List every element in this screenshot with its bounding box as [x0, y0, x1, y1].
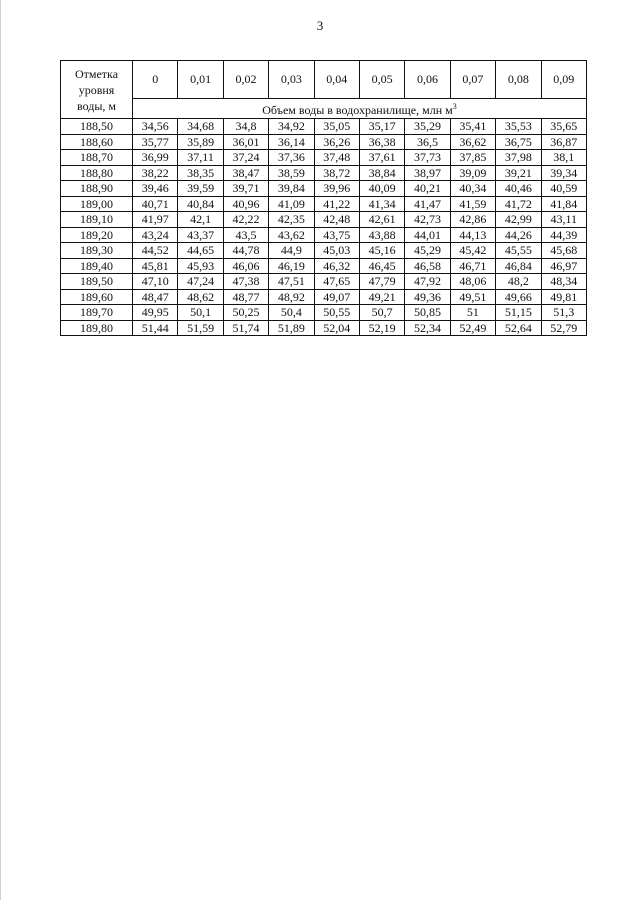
scan-edge [0, 0, 1, 900]
volume-cell: 38,1 [541, 150, 586, 166]
volume-cell: 34,68 [178, 119, 223, 135]
volume-cell: 50,7 [359, 305, 404, 321]
table-row [61, 181, 587, 197]
volume-cell: 37,85 [450, 150, 495, 166]
table-row [61, 227, 587, 243]
volume-cell: 40,96 [223, 196, 268, 212]
column-header: 0,06 [405, 61, 450, 99]
volume-cell: 38,59 [269, 165, 314, 181]
volume-cell: 37,36 [269, 150, 314, 166]
volume-cell: 48,2 [496, 274, 541, 290]
volume-cell: 44,52 [133, 243, 178, 259]
volume-cell: 48,47 [133, 289, 178, 305]
volume-cell: 45,42 [450, 243, 495, 259]
volume-cell: 52,79 [541, 320, 586, 336]
volume-cell: 46,97 [541, 258, 586, 274]
volume-cell: 36,75 [496, 134, 541, 150]
volume-cell: 37,98 [496, 150, 541, 166]
volume-cell: 50,55 [314, 305, 359, 321]
volume-cell: 42,48 [314, 212, 359, 228]
volume-cell: 50,1 [178, 305, 223, 321]
volume-cell: 47,38 [223, 274, 268, 290]
volume-cell: 49,36 [405, 289, 450, 305]
volume-cell: 47,65 [314, 274, 359, 290]
volume-cell: 45,29 [405, 243, 450, 259]
volume-cell: 48,62 [178, 289, 223, 305]
volume-cell: 37,48 [314, 150, 359, 166]
volume-cell: 40,84 [178, 196, 223, 212]
volume-cell: 51,3 [541, 305, 586, 321]
volume-cell: 43,24 [133, 227, 178, 243]
volume-cell: 35,53 [496, 119, 541, 135]
level-header-line: воды, м [77, 98, 116, 113]
volume-cell: 37,73 [405, 150, 450, 166]
column-header: 0,01 [178, 61, 223, 99]
level-cell: 189,40 [61, 258, 133, 274]
volume-cell: 38,97 [405, 165, 450, 181]
volume-cell: 42,35 [269, 212, 314, 228]
volume-cell: 46,45 [359, 258, 404, 274]
volume-cell: 40,59 [541, 181, 586, 197]
level-cell: 189,20 [61, 227, 133, 243]
level-cell: 189,00 [61, 196, 133, 212]
volume-cell: 43,11 [541, 212, 586, 228]
volume-cell: 43,5 [223, 227, 268, 243]
volume-cell: 42,99 [496, 212, 541, 228]
volume-cell: 49,66 [496, 289, 541, 305]
volume-cell: 41,97 [133, 212, 178, 228]
column-header: 0,07 [450, 61, 495, 99]
volume-cell: 51,74 [223, 320, 268, 336]
volume-cell: 46,06 [223, 258, 268, 274]
volume-cell: 39,59 [178, 181, 223, 197]
volume-cell: 35,17 [359, 119, 404, 135]
table-row [61, 305, 587, 321]
volume-cell: 50,25 [223, 305, 268, 321]
level-header-line: Отметка [74, 66, 119, 81]
column-header: 0,03 [269, 61, 314, 99]
volume-cell: 35,41 [450, 119, 495, 135]
volume-cell: 51 [450, 305, 495, 321]
volume-cell: 47,92 [405, 274, 450, 290]
volume-cell: 44,9 [269, 243, 314, 259]
volume-cell: 35,77 [133, 134, 178, 150]
volume-cell: 39,84 [269, 181, 314, 197]
level-cell: 189,30 [61, 243, 133, 259]
unit-superscript: 3 [452, 102, 457, 111]
volume-cell: 43,62 [269, 227, 314, 243]
volume-cell: 51,44 [133, 320, 178, 336]
volume-cell: 43,88 [359, 227, 404, 243]
page-number: 3 [316, 18, 324, 33]
volume-cell: 41,47 [405, 196, 450, 212]
column-header: 0,08 [496, 61, 541, 99]
table-body [61, 119, 587, 336]
volume-cell: 40,09 [359, 181, 404, 197]
table-row [61, 119, 587, 135]
reservoir-volume-table [60, 60, 587, 336]
level-column-header [61, 61, 133, 119]
volume-unit-header [133, 99, 587, 119]
volume-cell: 36,38 [359, 134, 404, 150]
volume-cell: 47,51 [269, 274, 314, 290]
volume-cell: 45,55 [496, 243, 541, 259]
volume-cell: 34,92 [269, 119, 314, 135]
volume-cell: 44,26 [496, 227, 541, 243]
volume-cell: 36,99 [133, 150, 178, 166]
volume-cell: 36,5 [405, 134, 450, 150]
volume-cell: 52,49 [450, 320, 495, 336]
volume-cell: 44,13 [450, 227, 495, 243]
volume-cell: 45,81 [133, 258, 178, 274]
level-cell: 188,70 [61, 150, 133, 166]
volume-cell: 52,04 [314, 320, 359, 336]
volume-cell: 37,24 [223, 150, 268, 166]
volume-cell: 39,21 [496, 165, 541, 181]
volume-cell: 47,10 [133, 274, 178, 290]
volume-cell: 37,61 [359, 150, 404, 166]
volume-cell: 45,16 [359, 243, 404, 259]
volume-cell: 38,35 [178, 165, 223, 181]
volume-cell: 37,11 [178, 150, 223, 166]
volume-cell: 35,89 [178, 134, 223, 150]
volume-cell: 35,05 [314, 119, 359, 135]
level-cell: 188,90 [61, 181, 133, 197]
volume-cell: 49,07 [314, 289, 359, 305]
volume-cell: 38,84 [359, 165, 404, 181]
volume-cell: 42,22 [223, 212, 268, 228]
volume-cell: 36,62 [450, 134, 495, 150]
volume-cell: 41,59 [450, 196, 495, 212]
volume-cell: 44,39 [541, 227, 586, 243]
volume-cell: 49,51 [450, 289, 495, 305]
volume-cell: 40,21 [405, 181, 450, 197]
volume-cell: 45,03 [314, 243, 359, 259]
volume-cell: 49,21 [359, 289, 404, 305]
volume-cell: 45,68 [541, 243, 586, 259]
volume-cell: 36,14 [269, 134, 314, 150]
volume-cell: 48,92 [269, 289, 314, 305]
volume-cell: 44,01 [405, 227, 450, 243]
table-row [61, 289, 587, 305]
volume-cell: 39,96 [314, 181, 359, 197]
volume-cell: 50,4 [269, 305, 314, 321]
volume-cell: 39,46 [133, 181, 178, 197]
volume-cell: 48,77 [223, 289, 268, 305]
volume-cell: 51,89 [269, 320, 314, 336]
volume-cell: 51,15 [496, 305, 541, 321]
volume-cell: 46,19 [269, 258, 314, 274]
volume-cell: 49,95 [133, 305, 178, 321]
column-header: 0,05 [359, 61, 404, 99]
volume-cell: 51,59 [178, 320, 223, 336]
volume-cell: 36,01 [223, 134, 268, 150]
unit-header-row [61, 99, 587, 119]
table-row [61, 150, 587, 166]
level-cell: 188,50 [61, 119, 133, 135]
volume-cell: 46,71 [450, 258, 495, 274]
volume-cell: 38,47 [223, 165, 268, 181]
volume-cell: 38,72 [314, 165, 359, 181]
level-header-line: уровня [78, 82, 115, 97]
column-header: 0,09 [541, 61, 586, 99]
table-row [61, 212, 587, 228]
volume-cell: 45,93 [178, 258, 223, 274]
volume-cell: 49,81 [541, 289, 586, 305]
table-header-row [61, 61, 587, 99]
volume-cell: 35,65 [541, 119, 586, 135]
volume-cell: 43,37 [178, 227, 223, 243]
volume-cell: 42,1 [178, 212, 223, 228]
volume-cell: 40,46 [496, 181, 541, 197]
column-header: 0,02 [223, 61, 268, 99]
volume-cell: 47,79 [359, 274, 404, 290]
volume-cell: 48,34 [541, 274, 586, 290]
unit-header-text: Объем воды в водохранилище, млн м [262, 103, 453, 117]
volume-cell: 34,56 [133, 119, 178, 135]
volume-cell: 42,61 [359, 212, 404, 228]
level-cell: 189,10 [61, 212, 133, 228]
volume-cell: 36,26 [314, 134, 359, 150]
volume-cell: 38,22 [133, 165, 178, 181]
volume-cell: 47,24 [178, 274, 223, 290]
volume-cell: 52,64 [496, 320, 541, 336]
volume-cell: 42,73 [405, 212, 450, 228]
volume-cell: 41,72 [496, 196, 541, 212]
level-cell: 189,50 [61, 274, 133, 290]
level-cell: 189,70 [61, 305, 133, 321]
volume-cell: 39,09 [450, 165, 495, 181]
volume-cell: 52,19 [359, 320, 404, 336]
table-row [61, 134, 587, 150]
volume-cell: 50,85 [405, 305, 450, 321]
level-cell: 189,60 [61, 289, 133, 305]
volume-cell: 52,34 [405, 320, 450, 336]
table-row [61, 243, 587, 259]
level-cell: 189,80 [61, 320, 133, 336]
volume-cell: 34,8 [223, 119, 268, 135]
volume-cell: 35,29 [405, 119, 450, 135]
level-cell: 188,60 [61, 134, 133, 150]
volume-cell: 41,09 [269, 196, 314, 212]
volume-cell: 39,71 [223, 181, 268, 197]
table-row [61, 320, 587, 336]
volume-cell: 42,86 [450, 212, 495, 228]
volume-cell: 44,78 [223, 243, 268, 259]
volume-cell: 46,32 [314, 258, 359, 274]
volume-cell: 36,87 [541, 134, 586, 150]
table-row [61, 258, 587, 274]
volume-cell: 41,34 [359, 196, 404, 212]
volume-cell: 48,06 [450, 274, 495, 290]
column-header: 0,04 [314, 61, 359, 99]
column-header: 0 [133, 61, 178, 99]
table-row [61, 274, 587, 290]
volume-cell: 40,34 [450, 181, 495, 197]
volume-cell: 43,75 [314, 227, 359, 243]
volume-cell: 39,34 [541, 165, 586, 181]
level-cell: 188,80 [61, 165, 133, 181]
volume-cell: 46,84 [496, 258, 541, 274]
volume-cell: 40,71 [133, 196, 178, 212]
table-row [61, 165, 587, 181]
table-row [61, 196, 587, 212]
volume-table-container [60, 60, 587, 336]
volume-cell: 44,65 [178, 243, 223, 259]
volume-cell: 41,84 [541, 196, 586, 212]
volume-cell: 46,58 [405, 258, 450, 274]
volume-cell: 41,22 [314, 196, 359, 212]
